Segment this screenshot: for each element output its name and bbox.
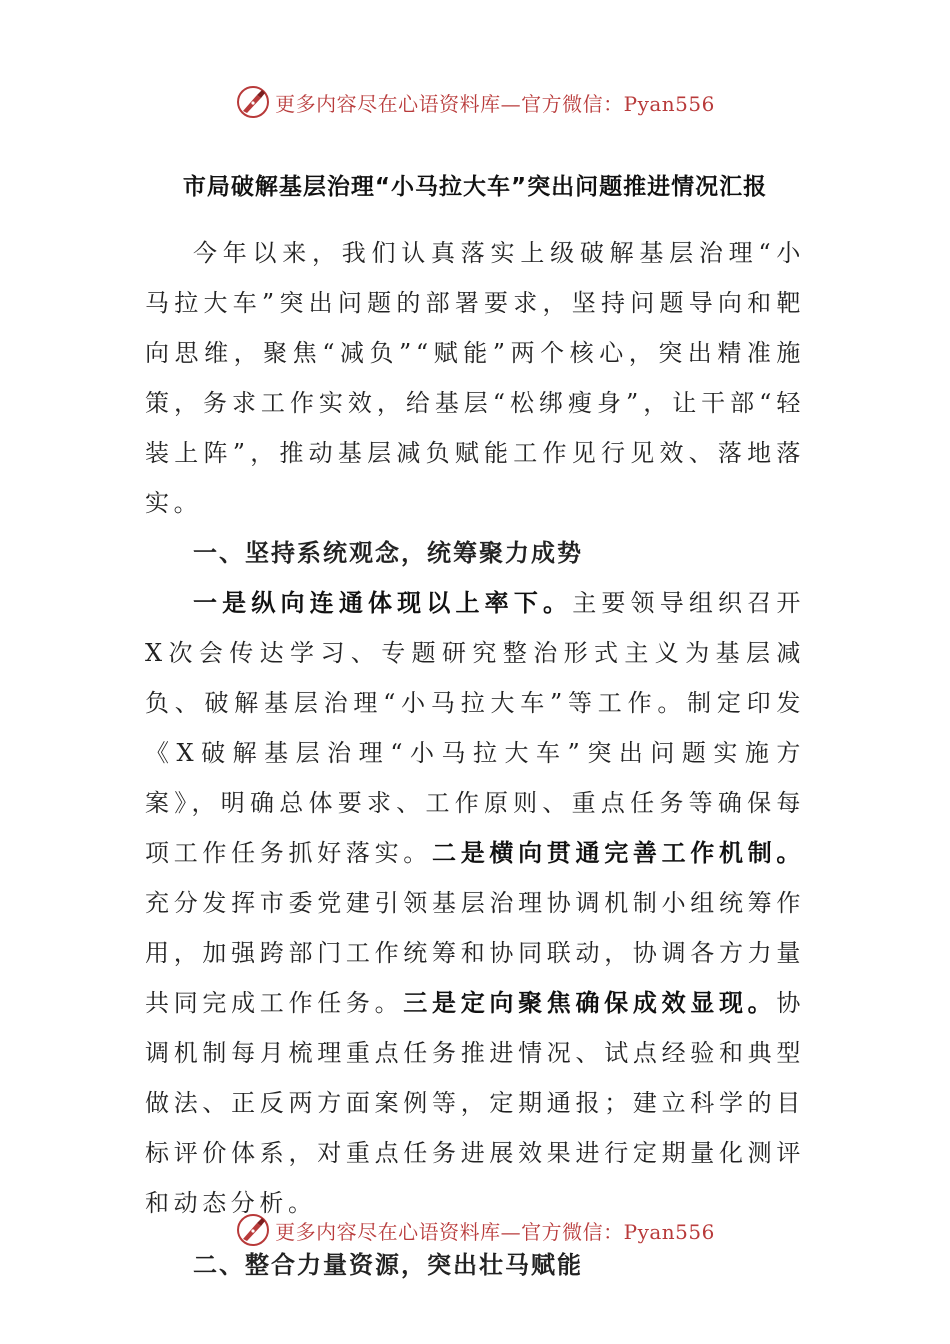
footer-banner <box>0 1208 950 1252</box>
intro-paragraph: 今年以来，我们认真落实上级破解基层治理“小马拉大车”突出问题的部署要求，坚持问题导向和靶向思维，聚焦“减负”“赋能”两个核心，突出精准施策，务求工作实效，给基层“松绑瘦身”，让干部“轻装上阵”，推动基层减负赋能工作见行见效、落地落实。 <box>145 239 805 517</box>
banner-text: 更多内容尽在心语资料库—官方微信：Pyan556 <box>275 91 715 116</box>
point-2-text: 充分发挥市委党建引领基层治理协调机制小组统筹作用，加强跨部门工作统筹和协同联动，协调各方力量共同完成工作任务。 <box>145 889 805 1017</box>
point-2-lead: 二是横向贯通完善工作机制。 <box>432 838 805 867</box>
section-1-paragraph <box>145 578 805 1228</box>
section-2-heading: 二、整合力量资源，突出壮马赋能 <box>193 1250 583 1279</box>
point-3-text: 协调机制每月梳理重点任务推进情况、试点经验和典型做法、正反两方面案例等，定期通报；建立科学的目标评价体系，对重点任务进展效果进行定期量化测评和动态分析。 <box>145 989 805 1217</box>
point-1-text: 主要领导组织召开X次会传达学习、专题研究整治形式主义为基层减负、破解基层治理“小马拉大车”等工作。制定印发《X破解基层治理“小马拉大车”突出问题实施方案》，明确总体要求、工作原则、重点任务等确保每项工作任务抓好落实。 <box>145 589 805 867</box>
document-body <box>145 228 805 1290</box>
header-banner <box>0 80 950 124</box>
pen-nib-logo-icon <box>235 1212 271 1248</box>
section-1-heading: 一、坚持系统观念，统筹聚力成势 <box>193 538 583 567</box>
document-title: 市局破解基层治理“小马拉大车”突出问题推进情况汇报 <box>182 174 768 200</box>
pen-nib-logo-icon <box>235 84 271 120</box>
point-3-lead: 三是定向聚焦确保成效显现。 <box>403 988 777 1017</box>
banner-text: 更多内容尽在心语资料库—官方微信：Pyan556 <box>275 1219 715 1244</box>
point-1-lead: 一是纵向连通体现以上率下。 <box>193 588 573 617</box>
